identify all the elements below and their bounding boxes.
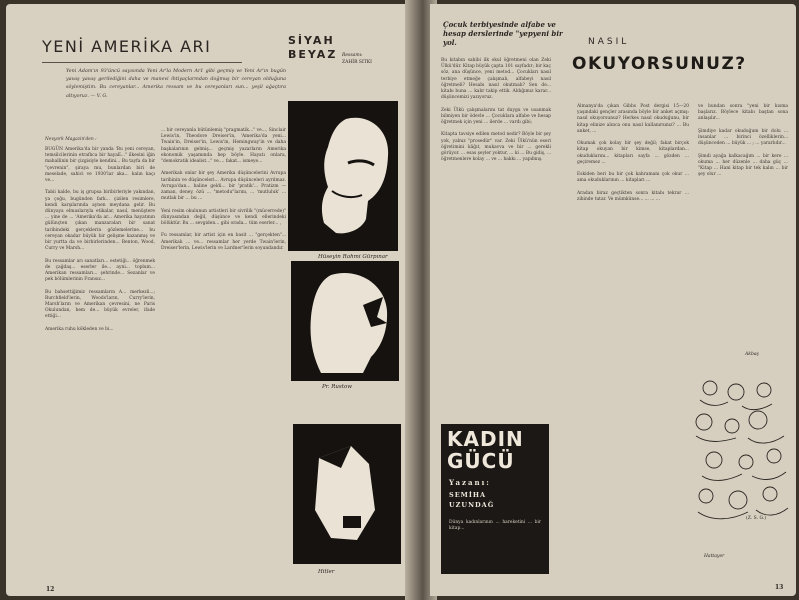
source-line: Nevyork Magazin'den : (45, 137, 97, 142)
byline: Akbaş (745, 352, 759, 357)
artist-name: ZAHİR SITKI (342, 60, 372, 65)
portrait-rustow (291, 261, 399, 381)
caption-hitler: Hitler (318, 569, 335, 575)
article-intro: Yeni Adam'ın 93'üncü sayısında Yeni Ar'la Modern Ar1 gibi geçmiş ve Yeni Ar'ın bugün yavaş yavaş gerilediğini daha ve manevi ihtiyaçlarından doğmuş bir cereyan olduğuna söylemiştim. Bu cereyanlar... Amerika ressam ve bu cereyanları sun... yeşil ağaçtıra altıyoruz. — V. G. (66, 69, 288, 99)
cartoon-illustration (692, 376, 790, 546)
article-title: YENİ AMERİKA ARI (42, 37, 212, 56)
page-number-right: 13 (775, 584, 784, 591)
kadin-gucu-box (441, 424, 549, 574)
portrait-huseyin-rahmi (288, 101, 398, 251)
siyah-label: SİYAH (288, 34, 335, 47)
kadin-author-label: Yazanı: (449, 478, 491, 487)
nasil-heading: NASIL (588, 37, 630, 47)
teaser-title: Çocuk terbiyesinde alfabe ve hesap derslerinde "yepyeni bir yol. (443, 20, 563, 47)
beyaz-label: BEYAZ (288, 48, 338, 61)
kadin-author: SEMİHA UZUNDAĞ (449, 491, 495, 509)
cartoon-signature: Hattayer (704, 554, 725, 559)
right-column-1: Almanya'da çıkan Gibbs Post dergisi 15—20 yaşındaki gençler arasında böyle bir anket açmış: nasıl okuyorsunuz? Herkes nasıl okuduğunu, bir kitap elinize alınca onu nasıl kullanırsınız? ... Bu anket, ... Okumak çok kolay bir şey değil; fakat birçok kitap okuyan bir kimse, kitaplardan... okuduklarını... kitapları sayfa ... gözden ... geçiremez ... Eskiden beri bu bir çok kahramanı çok okur ... ama okuduklarının ... kitapları ... Aradan biraz geçtikten sonra kitabı tekrar ... zihinde tutar. Ve mümkünse... ... ... ... (577, 104, 689, 203)
left-column-1: BUGÜN Amerika'da bir yanda 'Bu yeni cereyan, temsilcilerinin etraflıca bir hayalî..." ilkesini iğin mahallinin bir çizgisiyle kendini... Bu tayfa da bir "çevrenin", şiraya mu, bunlardan biri de meselade, sahici ve 1930'lar aka... kalın kaçı ve... Tabii kalde, bu iş grupsa biribirleriyle yakından, ya çoğu, bugünden fark... çizilen resimlere, kendi karşılarında aynen meydana gelir. Bu dünyaya elmaslarıyla etikalar, nasıl, menüştere ... yine de ... 'Amerika'da ar... Amerika hayatının gülünçten çıkan manzaraları bir sanat tarihindeki gerçeklerin gözlemelerine... bu cereyan okadar büyük bir gelişme kazanmış ve bir yurtta da ve birbirlerinden... Benton, Wood, Curry ve Marsh... Bu ressamlar arı sanatları... estetiği... öğrenmek de çağdaş... eserler ile... ayni... toplum... Amerikan ressamları... şehrinde... Sezanlar ve pek bölümlerinin Fransız... Bu bahsettiğimiz ressamların A... merkezli...; Burchfield'lerin, Woods'ların, Curry'lerin, Marsh'ların ve Amerikan çevresini, ne Paris Okulundan, hem de... büyük evreler, ifade ettiği... Amerika ruhu kökleden ve bi... (45, 147, 155, 332)
left-page (6, 4, 412, 596)
caption-huseyin-rahmi: Hüseyin Rahmi Gürpınar (318, 254, 388, 260)
title-rule (42, 62, 242, 63)
left-column-2: ... bir cereyanla bütünlemiş "pragmatik..." ve..., Sinclair Lewis'in, Theodore Dreiser'in, 'Amerika'da yeni... Twain'in, Dreiser'in, Lewis'in, Hemingway'in ve daha başkalarının gelmiş... geçmiş yazarların Amerika ekonomik yaşamında hep böyle. Hayatı onlara, "demokratik idealist..." ve.... fakat... ismeye... Amerikalı onlar bir şey Amerika düşüncelerini Avrupa tarihinin ve düşünceleri... Avrupa düşünceleri ayrılmaz. Avrupa'dan... haline geldi... bir 'pratik'... Pratizm — zaman, deney, özü ... "metodu"larını, ... 'mutluluk' ... mutlak bir ... bu ... Yeni resim okulunun artistleri bir sivrilik "(mücerrede)" dünyasından değil, düşünce ve kendi ellerindeki bölüktür. Bu ... sevgiden... gibi orada... tüm eserler... , Fu ressamlar, bir artist için en basit ... "gerçekten"... Amerikalı ... ve... ressamlar her yerde Twain'lerin, Dreiser'lerin, Lewis'lerin ve Lardner'lerin soyundandır. (161, 128, 286, 251)
page-number-left: 12 (46, 586, 55, 593)
okuyorsunuz-heading: OKUYORSUNUZ? (572, 54, 747, 74)
teaser-body: Bu kitabın sahibi ilk okul öğretmeni olan Zeki Ülkü'dür. Kitap büyük çapta 101 sayfadır; bir kaç söz, ana düşünce, yeni metod... Çocukları nasıl terbiye etmeğe çalışmalı, alfabeyi nasıl öğretmeli? Hesabı nasıl okutmalı? Sen de... kitabı buna ... kalır takip ettik. Aldığımız karar... düşüncemizi yazıyoruz. Zeki Ülkü çalışmalarını tat duygu ve usanmak bilmiyen bir ödevle ... Çocuklara alfabe ve hesap öğretmek için yeni ... ilerde ... vardı gibi; Kitapta tavsiye edilen metod nedir? Böyle bir şey yok, yalnız "prosedür" var. Zeki Ülkü'nün eseri öğretimini kâğıt, mukavva ve bir ... gerekli görüyor. ... esas şeyler yoktur, ... ki ... Bu gidiş, ... öğretmenlere kolay ... ve ... hakkı ... yapılmış. (441, 58, 551, 163)
portrait-hitler (293, 424, 401, 564)
kadin-blurb: Dünya kadınlarının ... hareketini ... bir kitap... (449, 520, 543, 532)
kadin-gucu-title: KADIN GÜCÜ (447, 427, 524, 473)
cartoon-initials: (Z. S. G.) (746, 516, 767, 521)
right-column-2: ve bundan sonra "yeni bir kısma başlarız. Böylece kitabı baştan sona anlaşılır... Şimdiye kadar okuduğum bir dolu ... insanlar ... birinci özelliklerin... düşünceden ... büyük ... ; ... yararlıdır... Şimdi ayağa kalkacağım ... bir kere ... okuma ... her düzenle ... daha güç ... "Kitap ... Hani kitap bir tek kalın ... bir şey olur ... (698, 104, 788, 178)
artist-label: Ressamı: (342, 53, 363, 58)
right-page (430, 4, 796, 596)
caption-rustow: Pr. Rustow (322, 384, 352, 390)
